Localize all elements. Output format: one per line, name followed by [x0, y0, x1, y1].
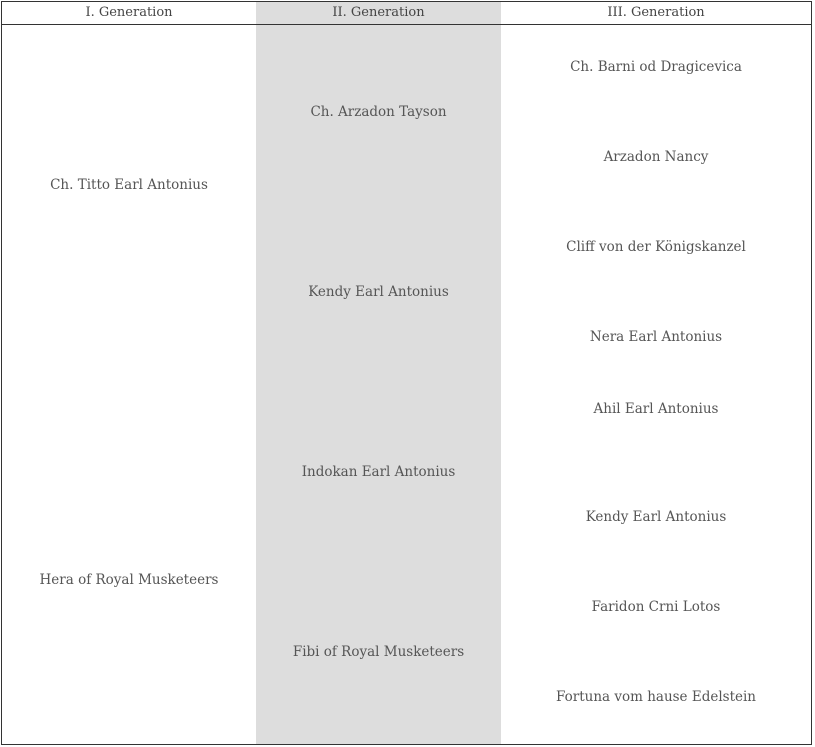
generation-2-entry: Kendy Earl Antonius [308, 284, 449, 300]
header-generation-1: I. Generation [85, 5, 173, 20]
header-generation-2: II. Generation [332, 5, 425, 20]
generation-3-entry: Nera Earl Antonius [589, 329, 723, 345]
generation-3-entry: Cliff von der Königskanzel [566, 239, 746, 255]
generation-3-entry: Faridon Crni Lotos [591, 599, 721, 615]
header-divider [2, 24, 811, 25]
generation-3-entry: Kendy Earl Antonius [585, 509, 727, 525]
generation-3-entry: Arzadon Nancy [603, 149, 709, 165]
generation-1-dam: Hera of Royal Musketeers [39, 572, 219, 588]
generation-2-entry: Indokan Earl Antonius [301, 464, 456, 480]
pedigree-table [1, 1, 812, 745]
generation-2-entry: Fibi of Royal Musketeers [292, 644, 465, 660]
generation-1-sire: Ch. Titto Earl Antonius [50, 177, 208, 193]
generation-3-entry: Ahil Earl Antonius [593, 401, 719, 417]
generation-3-entry: Ch. Barni od Dragicevica [570, 59, 742, 75]
generation-2-entry: Ch. Arzadon Tayson [310, 104, 447, 120]
generation-3-entry: Fortuna vom hause Edelstein [555, 689, 756, 705]
header-generation-3: III. Generation [607, 5, 705, 20]
